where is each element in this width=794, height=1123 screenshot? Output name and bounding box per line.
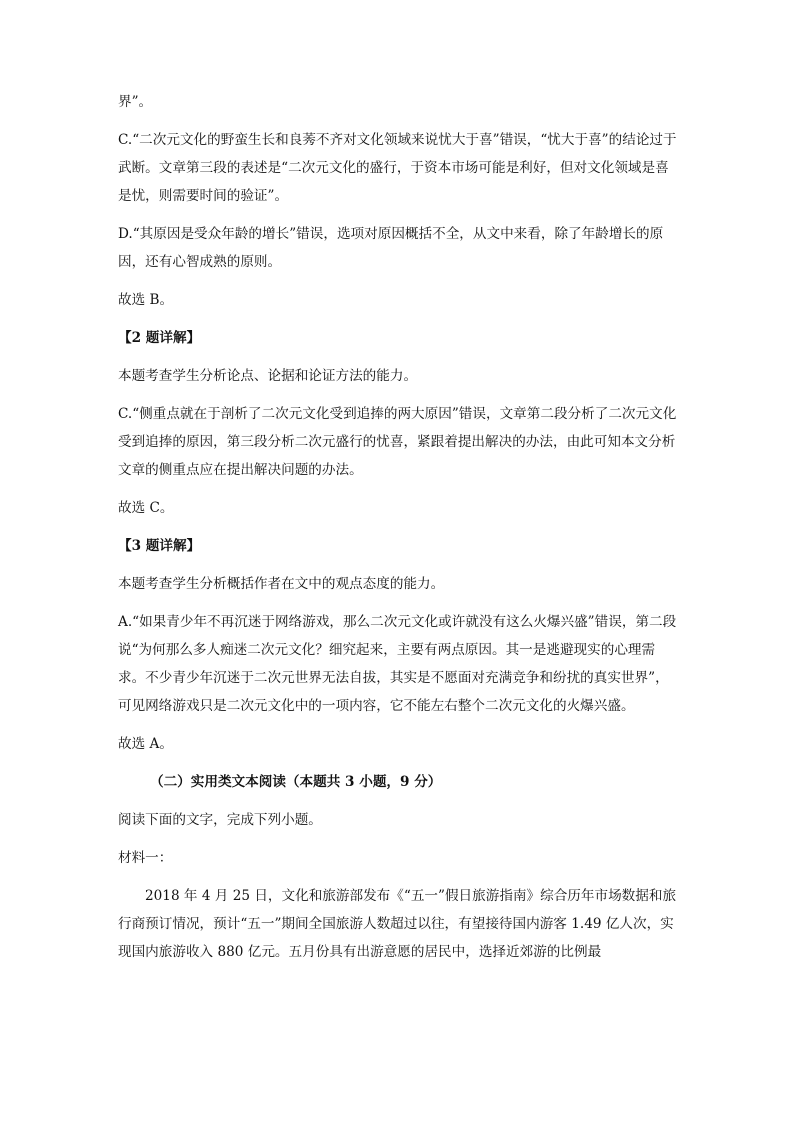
question-3-option-a: A.“如果青少年不再沉迷于网络游戏，那么二次元文化或许就没有这么火爆兴盛”错误，第二段说“为何那么多人痴迷二次元文化？细究起来，主要有两点原因。其一是逃避现实的心理需求。不少青少年沉迷于二次元世界无法自拔，其实是不愿面对充满竞争和纷扰的真实世界”，可见网络游戏只是二次元文化中的一项内容，它不能左右整个二次元文化的火爆兴盛。 [118, 614, 677, 714]
material-label: 材料一： [118, 850, 173, 866]
paragraph-option-c: C.“二次元文化的野蛮生长和良莠不齐对文化领域来说忧大于喜”错误，“忧大于喜”的结论过于武断。文章第三段的表述是“二次元文化的盛行，于资本市场可能是利好，但对文化领域是喜是忧，则需要时间的验证”。 [118, 132, 677, 204]
question-2-option-c: C.“侧重点就在于剖析了二次元文化受到追捧的两大原因”错误，文章第二段分析了二次元文化受到追捧的原因，第三段分析二次元盛行的忧喜，紧跟着提出解决的办法，由此可知本文分析文章的侧重点应在提出解决问题的办法。 [118, 406, 677, 478]
reading-instruction: 阅读下面的文字，完成下列小题。 [118, 812, 322, 828]
answer-line-3: 故选 A。 [118, 736, 173, 752]
paragraph-continuation: 界”。 [118, 94, 153, 110]
answer-line-1: 故选 B。 [118, 292, 174, 308]
section-heading: （二）实用类文本阅读（本题共 3 小题，9 分） [150, 774, 442, 790]
question-3-heading: 【3 题详解】 [118, 538, 201, 554]
material-paragraph: 2018 年 4 月 25 日，文化和旅游部发布《“五一”假日旅游指南》综合历年市场数据和旅行商预订情况，预计“五一”期间全国旅游人数超过以往，有望接待国内游客 1.49 亿人次，实现国内旅游收入 880 亿元。五月份具有出游意愿的居民中，选择近郊游的比例最 [118, 888, 677, 960]
question-3-intro: 本题考查学生分析概括作者在文中的观点态度的能力。 [118, 576, 445, 592]
answer-line-2: 故选 C。 [118, 500, 174, 516]
question-2-intro: 本题考查学生分析论点、论据和论证方法的能力。 [118, 368, 418, 384]
question-2-heading: 【2 题详解】 [118, 330, 201, 346]
document-body [118, 88, 678, 966]
paragraph-option-d: D.“其原因是受众年龄的增长”错误，选项对原因概括不全，从文中来看，除了年龄增长的原因，还有心智成熟的原则。 [118, 226, 664, 270]
